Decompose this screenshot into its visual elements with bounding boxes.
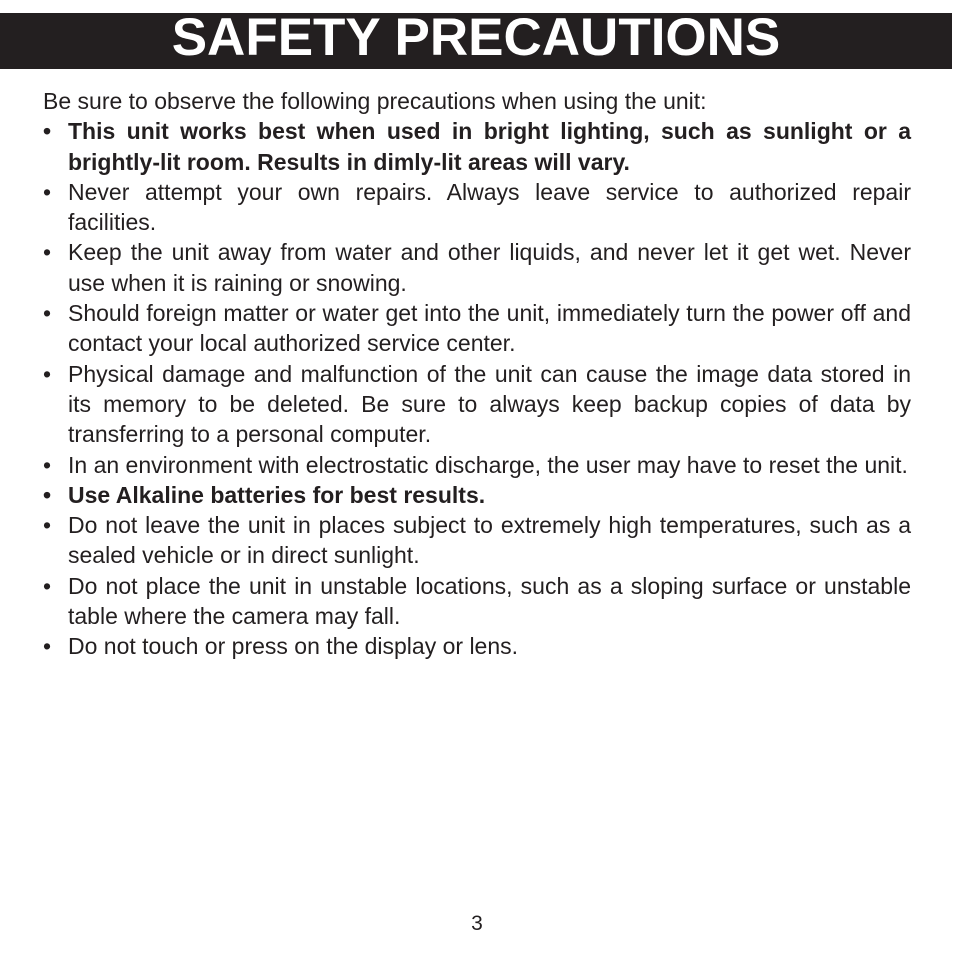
intro-text: Be sure to observe the following precautions when using the unit: — [43, 88, 707, 114]
bullet-icon: • — [43, 451, 52, 478]
bullet-icon: • — [43, 481, 52, 508]
list-item — [43, 177, 911, 238]
precautions-section — [43, 86, 911, 662]
list-item-text: Use Alkaline batteries for best results. — [68, 481, 486, 508]
list-item — [43, 450, 911, 480]
page-title: SAFETY PRECAUTIONS — [171, 8, 781, 67]
bullet-icon: • — [43, 300, 52, 327]
bullet-icon: • — [43, 572, 52, 599]
list-item — [43, 359, 911, 450]
header-bar — [0, 8, 952, 69]
list-item-text: Never attempt your own repairs. Always leave service to authorized repair facilities. — [68, 178, 911, 236]
list-item-text: Do not place the unit in unstable locations, such as a sloping surface or unstable table where the camera may fall. — [68, 572, 911, 630]
list-item — [43, 510, 911, 571]
bullet-icon: • — [43, 633, 52, 660]
list-item-text: Do not leave the unit in places subject to extremely high temperatures, such as a sealed vehicle or in direct sunlight. — [68, 512, 911, 569]
list-item-text: Physical damage and malfunction of the unit can cause the image data stored in its memory to be deleted. Be sure to always keep backup copies of data by transferring to a personal computer. — [68, 360, 911, 448]
bullet-icon: • — [43, 512, 52, 539]
page-number: 3 — [471, 912, 483, 935]
bullet-icon: • — [43, 178, 52, 205]
list-item-text: In an environment with electrostatic discharge, the user may have to reset the unit. — [68, 451, 908, 478]
list-item-text: Should foreign matter or water get into the unit, immediately turn the power off and contact your local authorized service center. — [68, 300, 911, 357]
list-item — [43, 480, 911, 510]
list-item-text: Keep the unit away from water and other liquids, and never let it get wet. Never use when it is raining or snowing. — [68, 239, 911, 296]
bullet-icon: • — [43, 360, 52, 387]
list-item-text: This unit works best when used in bright lighting, such as sunlight or a brightly-lit room. Results in dimly-lit areas will vary. — [68, 118, 911, 175]
bullet-icon: • — [43, 239, 52, 266]
list-item — [43, 631, 911, 661]
list-item-text: Do not touch or press on the display or lens. — [68, 633, 519, 660]
list-item — [43, 116, 911, 177]
list-item — [43, 298, 911, 359]
bullet-icon: • — [43, 118, 52, 145]
precautions-list — [43, 116, 911, 661]
list-item — [43, 237, 911, 298]
list-item — [43, 571, 911, 632]
